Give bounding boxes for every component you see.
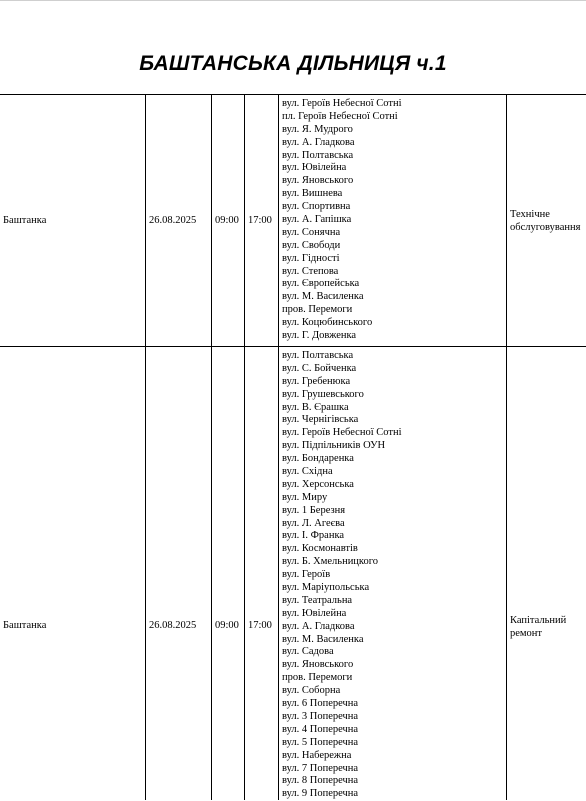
street-item: вул. 3 Поперечна — [282, 710, 359, 722]
street-item: вул. С. Бойченка — [282, 362, 357, 374]
street-item: вул. 4 Поперечна — [282, 723, 359, 735]
street-item: вул. Полтавська — [282, 350, 354, 361]
end-time-cell: 17:00 — [248, 620, 272, 631]
street-item: вул. Ювілейна — [282, 607, 347, 619]
street-item: пл. Героїв Небесної Сотні — [282, 110, 398, 122]
street-item: вул. Грушевського — [282, 388, 364, 400]
street-item: вул. Спортивна — [282, 201, 351, 213]
street-item: вул. Набережна — [282, 749, 352, 761]
street-item: вул. Космонавтів — [282, 543, 358, 555]
street-item: вул. 5 Поперечна — [282, 736, 359, 748]
column-divider-streets — [506, 94, 507, 800]
street-item: вул. І. Франка — [282, 530, 345, 542]
street-item: вул. А. Гладкова — [282, 136, 355, 148]
date-cell: 26.08.2025 — [149, 620, 197, 631]
work-type-line: Капітальний — [510, 615, 567, 626]
street-item: вул. Театральна — [282, 594, 353, 606]
street-item: вул. В. Єрашка — [282, 401, 349, 413]
street-item: вул. Героїв Небесної Сотні — [282, 427, 402, 439]
street-item: вул. А. Гладкова — [282, 620, 355, 632]
streets-list — [282, 350, 402, 801]
street-item: вул. Полтавська — [282, 149, 354, 161]
start-time-cell: 09:00 — [215, 215, 239, 226]
street-item: вул. Я. Мудрого — [282, 123, 353, 135]
street-item: вул. А. Гапішка — [282, 214, 352, 226]
page-title: БАШТАНСЬКА ДІЛЬНИЦЯ ч.1 — [139, 52, 447, 75]
row-divider — [0, 346, 586, 347]
street-item: вул. Маріупольська — [282, 582, 370, 594]
street-item: пров. Перемоги — [282, 304, 353, 316]
page-top-border — [0, 0, 586, 1]
street-item: вул. М. Василенка — [282, 291, 364, 303]
street-item: вул. 1 Березня — [282, 504, 346, 516]
street-item: вул. Соборна — [282, 685, 341, 697]
street-item: вул. 9 Поперечна — [282, 788, 359, 800]
street-item: вул. Героїв Небесної Сотні — [282, 98, 402, 109]
street-item: вул. Коцюбинського — [282, 317, 373, 329]
street-item: вул. Херсонська — [282, 478, 354, 490]
street-item: вул. Свободи — [282, 239, 341, 251]
street-item: вул. Сонячна — [282, 226, 341, 238]
street-item: вул. Гідності — [282, 252, 340, 264]
table-top-border — [0, 94, 586, 95]
work-type-line: обслуговування — [510, 222, 581, 233]
street-item: вул. 7 Поперечна — [282, 762, 359, 774]
streets-list — [282, 98, 402, 343]
street-item: пров. Перемоги — [282, 672, 353, 684]
street-item: вул. Героїв — [282, 569, 331, 581]
street-item: вул. Вишнева — [282, 188, 343, 200]
street-item: вул. Г. Довженка — [282, 330, 357, 342]
street-item: вул. Ювілейна — [282, 162, 347, 174]
column-divider-start — [244, 94, 245, 800]
street-item: вул. 6 Поперечна — [282, 698, 359, 710]
street-item: вул. Чернігівська — [282, 414, 359, 426]
end-time-cell: 17:00 — [248, 215, 272, 226]
street-item: вул. 8 Поперечна — [282, 775, 359, 787]
locality-cell: Баштанка — [3, 620, 47, 631]
street-item: вул. Б. Хмельницкого — [282, 556, 379, 568]
street-item: вул. Садова — [282, 646, 334, 658]
work-type-cell — [510, 208, 586, 234]
start-time-cell: 09:00 — [215, 620, 239, 631]
street-item: вул. Миру — [282, 491, 328, 503]
street-item: вул. Підпільників ОУН — [282, 440, 386, 452]
street-item: вул. Степова — [282, 265, 339, 277]
column-divider-date — [211, 94, 212, 800]
work-type-line: Технічне — [510, 209, 550, 220]
column-divider-end — [278, 94, 279, 800]
work-type-line: ремонт — [510, 628, 543, 639]
street-item: вул. Л. Агеєва — [282, 517, 345, 529]
street-item: вул. Яновського — [282, 659, 354, 671]
street-item: вул. Гребенюка — [282, 375, 351, 387]
street-item: вул. Яновського — [282, 175, 354, 187]
work-type-cell — [510, 614, 586, 640]
street-item: вул. М. Василенка — [282, 633, 364, 645]
street-item: вул. Бондаренка — [282, 453, 354, 465]
locality-cell: Баштанка — [3, 215, 47, 226]
column-divider-locality — [145, 94, 146, 800]
street-item: вул. Європейська — [282, 278, 360, 290]
date-cell: 26.08.2025 — [149, 215, 197, 226]
street-item: вул. Східна — [282, 466, 333, 478]
